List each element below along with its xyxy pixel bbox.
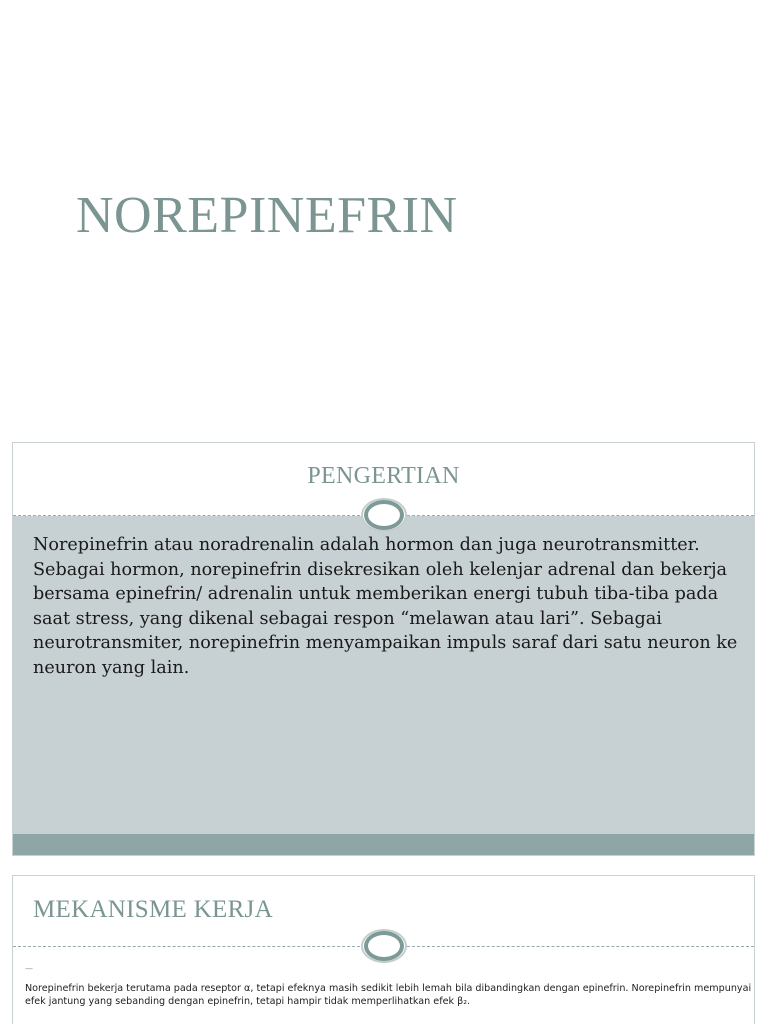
- slide-heading: MEKANISME KERJA: [33, 896, 273, 923]
- slide-heading: PENGERTIAN: [307, 463, 460, 489]
- bullet-dash: —: [25, 964, 33, 973]
- slide-body-text: Norepinefrin atau noradrenalin adalah hormon dan juga neurotransmitter. Sebagai hormon, norepinefrin disekresikan oleh kelenjar adrenal dan bekerja bersama epinefrin/ adrenalin untuk memberikan energi tubuh tiba-tiba pada saat stress, yang dikenal sebagai respon “melawan atau lari”. Sebagai neurotransmiter, norepinefrin menyampaikan impuls saraf dari satu neuron ke neuron yang lain.: [33, 535, 738, 678]
- title-slide: [0, 0, 768, 420]
- slide-body-text: Norepinefrin bekerja terutama pada reseptor α, tetapi efeknya masih sedikit lebih lemah bila dibandingkan dengan epinefrin. Norepinefrin mempunyai efek jantung yang sebanding dengan epinefrin, tetapi hampir tidak memperlihatkan efek β₂.: [25, 983, 752, 1007]
- ring-ornament-icon: [361, 929, 407, 963]
- slide-pengertian: [12, 442, 755, 856]
- footer-bar: [13, 834, 754, 855]
- slide-mekanisme-kerja: [12, 875, 755, 1024]
- ring-ornament-icon: [361, 498, 407, 532]
- page-title: NOREPINEFRIN: [76, 187, 458, 244]
